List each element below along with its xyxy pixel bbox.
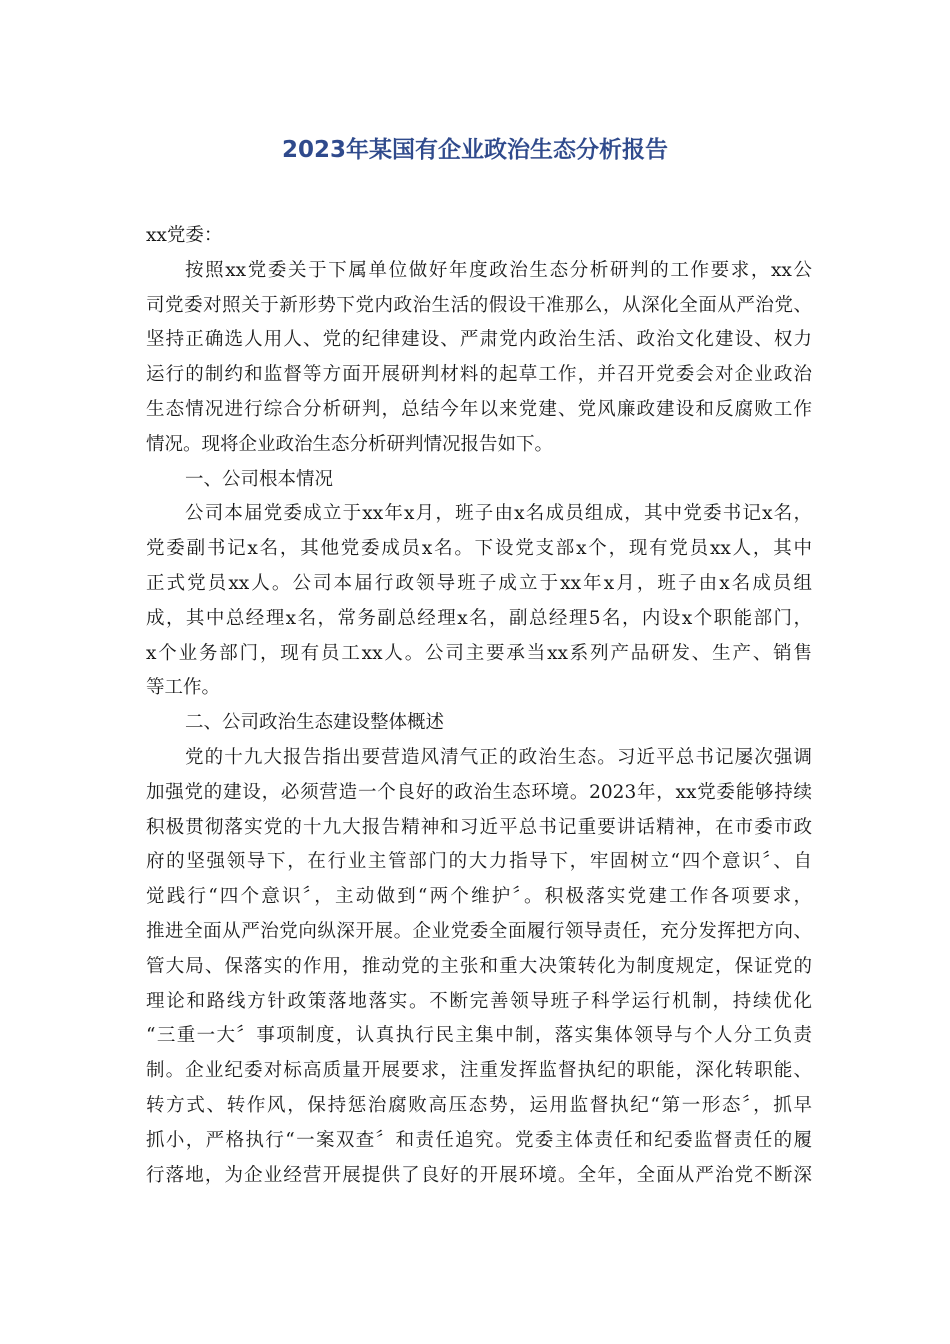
text-line: 理论和路线方针政策落地落实。不断完善领导班子科学运行机制，持续优化 xyxy=(146,990,812,1012)
text-line: 党委副书记x名，其他党委成员x名。下设党支部x个，现有党员xx人，其中 xyxy=(146,538,812,560)
text-line: 抓小，严格执行“一案双查〞和责任追究。党委主体责任和纪委监督责任的履 xyxy=(146,1129,812,1151)
document-body xyxy=(146,219,812,1193)
text-line: 一、公司根本情况 xyxy=(185,468,334,490)
text-line: 加强党的建设，必须营造一个良好的政治生态环境。2023年，xx党委能够持续 xyxy=(146,781,812,803)
text-line: 运行的制约和监督等方面开展研判材料的起草工作，并召开党委会对企业政治 xyxy=(146,364,812,386)
text-line: 推进全面从严治党向纵深开展。企业党委全面履行领导责任，充分发挥把方向、 xyxy=(146,920,812,942)
text-line: 府的坚强领导下，在行业主管部门的大力指导下，牢固树立“四个意识〞、自 xyxy=(146,851,812,873)
text-line: 情况。现将企业政治生态分析研判情况报告如下。 xyxy=(146,433,554,455)
document-title: 2023年某国有企业政治生态分析报告 xyxy=(281,137,668,163)
text-line: 二、公司政治生态建设整体概述 xyxy=(185,712,445,734)
text-line: 坚持正确选人用人、党的纪律建设、严肃党内政治生活、政治文化建设、权力 xyxy=(146,329,812,351)
text-line: 司党委对照关于新形势下党内政治生活的假设干准那么，从深化全面从严治党、 xyxy=(146,294,812,316)
text-line: 觉践行“四个意识〞，主动做到“两个维护〞。积极落实党建工作各项要求， xyxy=(146,886,812,908)
text-line: 按照xx党委关于下属单位做好年度政治生态分析研判的工作要求，xx公 xyxy=(185,259,812,281)
text-line: 成，其中总经理x名，常务副总经理x名，副总经理5名，内设x个职能部门， xyxy=(146,607,812,629)
text-line: 公司本届党委成立于xx年x月，班子由x名成员组成，其中党委书记x名， xyxy=(185,503,812,525)
text-line: 等工作。 xyxy=(146,677,221,699)
text-line: 生态情况进行综合分析研判，总结今年以来党建、党风廉政建设和反腐败工作 xyxy=(146,398,812,420)
text-line: 转方式、转作风，保持惩治腐败高压态势，运用监督执纪“第一形态〞，抓早 xyxy=(146,1094,812,1116)
text-line: 正式党员xx人。公司本届行政领导班子成立于xx年x月，班子由x名成员组 xyxy=(146,572,812,594)
text-line: “三重一大〞事项制度，认真执行民主集中制，落实集体领导与个人分工负责 xyxy=(146,1025,812,1047)
text-line: xx党委： xyxy=(146,225,223,246)
text-line: 积极贯彻落实党的十九大报告精神和习近平总书记重要讲话精神，在市委市政 xyxy=(146,816,812,838)
text-line: 行落地，为企业经营开展提供了良好的开展环境。全年，全面从严治党不断深 xyxy=(146,1164,812,1186)
text-line: 制。企业纪委对标高质量开展要求，注重发挥监督执纪的职能，深化转职能、 xyxy=(146,1060,812,1082)
text-line: x个业务部门，现有员工xx人。公司主要承当xx系列产品研发、生产、销售 xyxy=(146,642,812,664)
text-line: 党的十九大报告指出要营造风清气正的政治生态。习近平总书记屡次强调 xyxy=(185,746,812,768)
text-line: 管大局、保落实的作用，推动党的主张和重大决策转化为制度规定，保证党的 xyxy=(146,955,812,977)
